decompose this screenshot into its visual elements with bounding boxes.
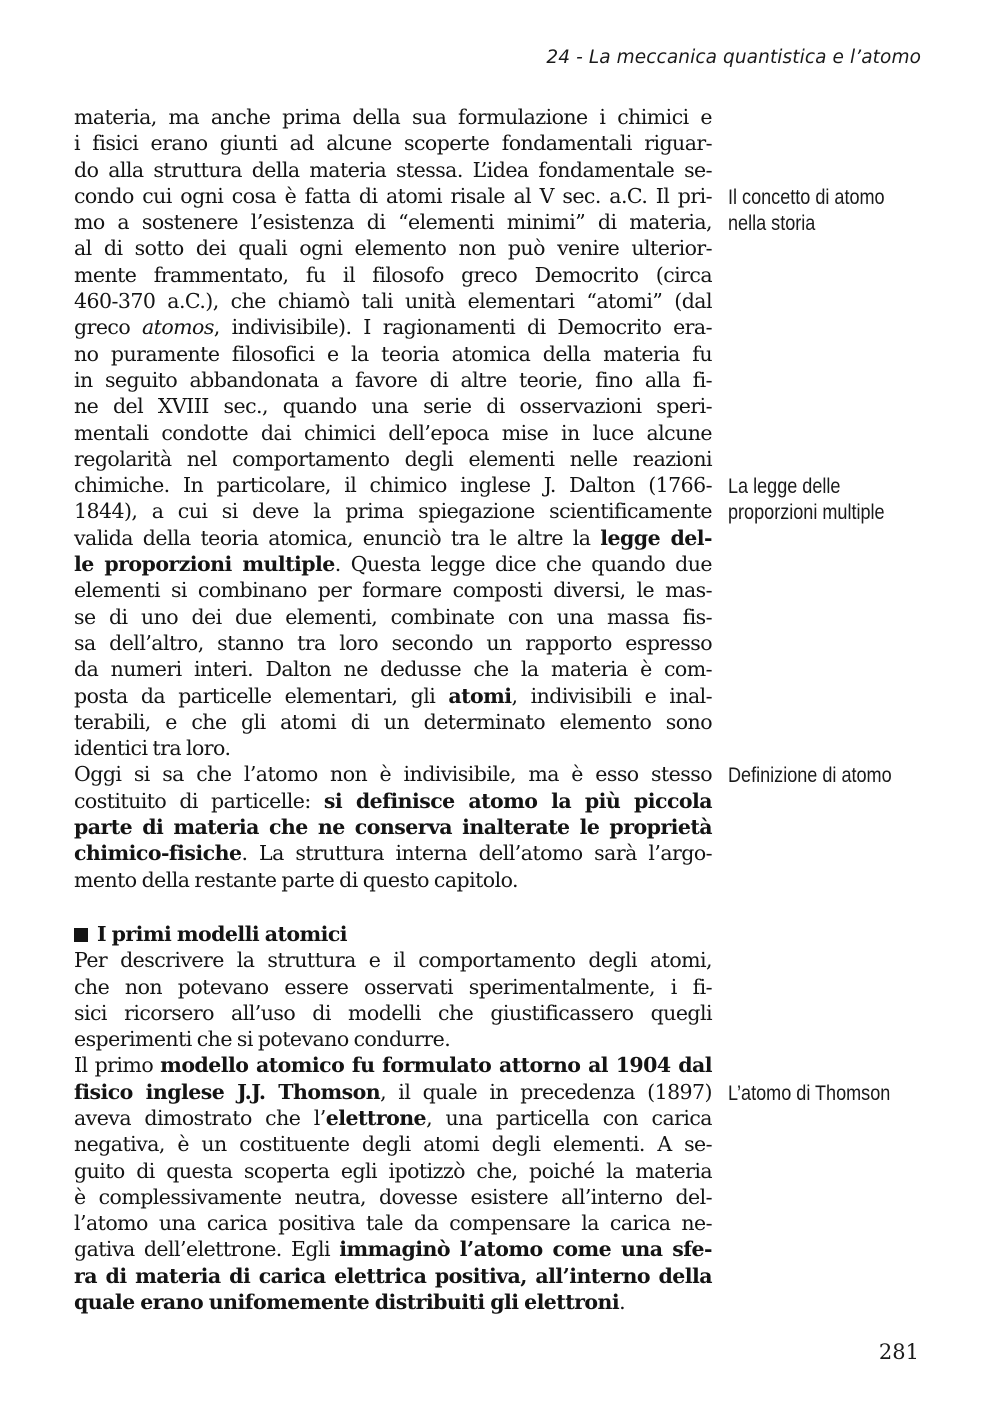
text-line (74, 1131, 712, 1157)
text-run: chimiche. In particolare, il chimico inglese J. Dalton (1766- (74, 473, 712, 498)
margin-note-line: Definizione di atomo (728, 764, 892, 787)
bold-text: si definisce atomo la più piccola (323, 788, 712, 813)
text-line (74, 1289, 712, 1315)
text-line (74, 1000, 712, 1026)
paragraph (74, 104, 712, 761)
text-line (74, 735, 712, 761)
text-line (74, 867, 712, 893)
text-run: da numeri interi. Dalton ne dedusse che la materia è com- (74, 657, 712, 682)
page-number: 281 (878, 1340, 919, 1364)
text-run: valida della teoria atomica, enunciò tra le altre la (74, 525, 601, 550)
text-run: mento della restante parte di questo capitolo. (74, 867, 518, 892)
text-line (74, 1184, 712, 1210)
bold-text: legge del- (600, 525, 713, 550)
text-run: posta da particelle elementari, gli (74, 683, 449, 708)
text-line (74, 367, 712, 393)
text-run: in seguito abbandonata a favore di altre teorie, fino alla fi- (74, 367, 712, 392)
text-line (74, 788, 712, 814)
text-line (74, 551, 712, 577)
text-line (74, 683, 712, 709)
main-text-column (74, 104, 712, 1315)
text-run: al di sotto dei quali ogni elemento non può venire ulterior- (74, 236, 712, 261)
text-run: regolarità nel comportamento degli elementi nelle reazioni (74, 446, 712, 471)
margin-note-line: Il concetto di atomo (728, 186, 885, 209)
text-line (74, 262, 712, 288)
text-run: Oggi si sa che l’atomo non è indivisibile, ma è esso stesso (74, 762, 712, 787)
text-run: , una particella con carica (426, 1105, 712, 1130)
text-run: sa dell’altro, stanno tra loro secondo un rapporto espresso (74, 630, 712, 655)
margin-note-line: La legge delle (728, 475, 841, 498)
heading-square-bullet-icon (74, 928, 88, 942)
text-line (74, 446, 712, 472)
text-run: . Questa legge dice che quando due (334, 552, 712, 577)
text-line (74, 157, 712, 183)
text-line (74, 1026, 712, 1052)
text-run: aveva dimostrato che l’ (74, 1105, 326, 1130)
text-run: materia, ma anche prima della sua formulazione i chimici e (74, 105, 712, 129)
text-line (74, 525, 712, 551)
paragraph (74, 1052, 712, 1315)
text-run: , il quale in precedenza (1897) (380, 1079, 712, 1104)
text-run: ne del XVIII sec., quando una serie di osservazioni speri- (74, 394, 712, 419)
text-line (74, 1052, 712, 1078)
bold-text: I primi modelli atomici (97, 921, 348, 946)
text-run: costituito di particelle: (74, 788, 324, 813)
text-line (74, 577, 712, 603)
text-line (74, 1079, 712, 1105)
text-line (74, 1236, 712, 1262)
text-run: guito di questa scoperta egli ipotizzò che, poiché la materia (74, 1158, 712, 1183)
text-run: greco (74, 315, 142, 340)
text-line (74, 183, 712, 209)
italic-text: atomos (141, 315, 214, 340)
text-run: condo cui ogni cosa è fatta di atomi risale al V sec. a.C. Il pri- (74, 183, 712, 208)
text-run: identici tra loro. (74, 736, 231, 761)
bold-text: ra di materia di carica elettrica positiva, all’interno della (74, 1263, 712, 1288)
text-run: do alla struttura della materia stessa. L’idea fondamentale se- (74, 157, 712, 182)
margin-note-line: proporzioni multiple (728, 501, 885, 525)
margin-note-line: L’atomo di Thomson (728, 1082, 891, 1105)
bold-text: parte di materia che ne conserva inalterate le proprietà (74, 815, 712, 840)
text-run: che non potevano essere osservati sperimentalmente, i fi- (74, 974, 712, 999)
text-line (74, 1158, 712, 1184)
text-run: i fisici erano giunti ad alcune scoperte fondamentali riguar- (74, 131, 712, 156)
text-line (74, 393, 712, 419)
text-run: mentali condotte dai chimici dell’epoca mise in luce alcune (74, 420, 712, 445)
text-run: è complessivamente neutra, dovesse esistere all’interno del- (74, 1184, 712, 1209)
bold-text: atomi (448, 683, 512, 708)
bold-text: le proporzioni multiple (74, 552, 335, 577)
paragraph (74, 947, 712, 1052)
text-line (74, 604, 712, 630)
bold-text: modello atomico fu formulato attorno al 1904 dal (160, 1053, 712, 1078)
text-run: Il primo (74, 1053, 161, 1078)
text-line (74, 314, 712, 340)
margin-note (728, 1081, 890, 1107)
text-run: l’atomo una carica positiva tale da compensare la carica ne- (74, 1211, 712, 1236)
text-line (74, 1105, 712, 1131)
text-line (74, 288, 712, 314)
text-run: 1844), a cui si deve la prima spiegazione scientificamente (74, 499, 712, 524)
bold-text: chimico-fisiche (74, 841, 242, 866)
text-line (74, 947, 712, 973)
text-line (74, 1210, 712, 1236)
bold-text: elettrone (325, 1105, 427, 1130)
section-heading (74, 921, 712, 947)
text-line (74, 974, 712, 1000)
text-run: terabili, e che gli atomi di un determinato elemento sono (74, 709, 712, 734)
paragraph (74, 761, 712, 892)
text-line (74, 656, 712, 682)
margin-note (728, 474, 885, 527)
text-run: 460-370 a.C.), che chiamò tali unità elementari “atomi” (dal (74, 289, 712, 314)
text-line (74, 235, 712, 261)
text-run: . (619, 1290, 626, 1315)
text-line (74, 1263, 712, 1289)
text-line (74, 498, 712, 524)
text-run: gativa dell’elettrone. Egli (74, 1237, 340, 1262)
text-run: . La struttura interna dell’atomo sarà l’argo- (241, 841, 712, 866)
text-line (74, 209, 712, 235)
text-run: mente frammentato, fu il filosofo greco Democrito (circa (74, 262, 712, 287)
bold-text: fisico inglese J.J. Thomson (74, 1079, 381, 1104)
margin-note (728, 185, 885, 238)
text-run: Per descrivere la struttura e il comportamento degli atomi, (74, 948, 712, 973)
margin-note (728, 763, 892, 789)
text-run: , indivisibile). I ragionamenti di Democrito era- (213, 315, 712, 340)
bold-text: immaginò l’atomo come una sfe- (339, 1237, 712, 1262)
section-gap (74, 893, 712, 921)
text-line (74, 709, 712, 735)
text-run: se di uno dei due elementi, combinate con una massa fis- (74, 604, 712, 629)
text-run: no puramente filosofici e la teoria atomica della materia fu (74, 341, 712, 366)
text-line (74, 420, 712, 446)
text-line (74, 814, 712, 840)
text-line (74, 840, 712, 866)
paragraph (74, 921, 712, 947)
bold-text: quale erano unifomemente distribuiti gli elettroni (74, 1290, 620, 1315)
text-line (74, 341, 712, 367)
text-line (74, 472, 712, 498)
text-line (74, 130, 712, 156)
text-run: elementi si combinano per formare composti diversi, le mas- (74, 578, 712, 603)
text-line (74, 761, 712, 787)
text-run: mo a sostenere l’esistenza di “elementi minimi” di materia, (74, 210, 712, 235)
running-header: 24 - La meccanica quantistica e l’atomo (546, 47, 921, 68)
text-line (74, 630, 712, 656)
text-run: negativa, è un costituente degli atomi degli elementi. A se- (74, 1132, 712, 1157)
text-run: , indivisibili e inal- (511, 683, 712, 708)
margin-note-line: nella storia (728, 212, 816, 236)
text-line (74, 104, 712, 130)
text-run: sici ricorsero all’uso di modelli che giustificassero quegli (74, 1000, 712, 1025)
text-run: esperimenti che si potevano condurre. (74, 1027, 451, 1052)
